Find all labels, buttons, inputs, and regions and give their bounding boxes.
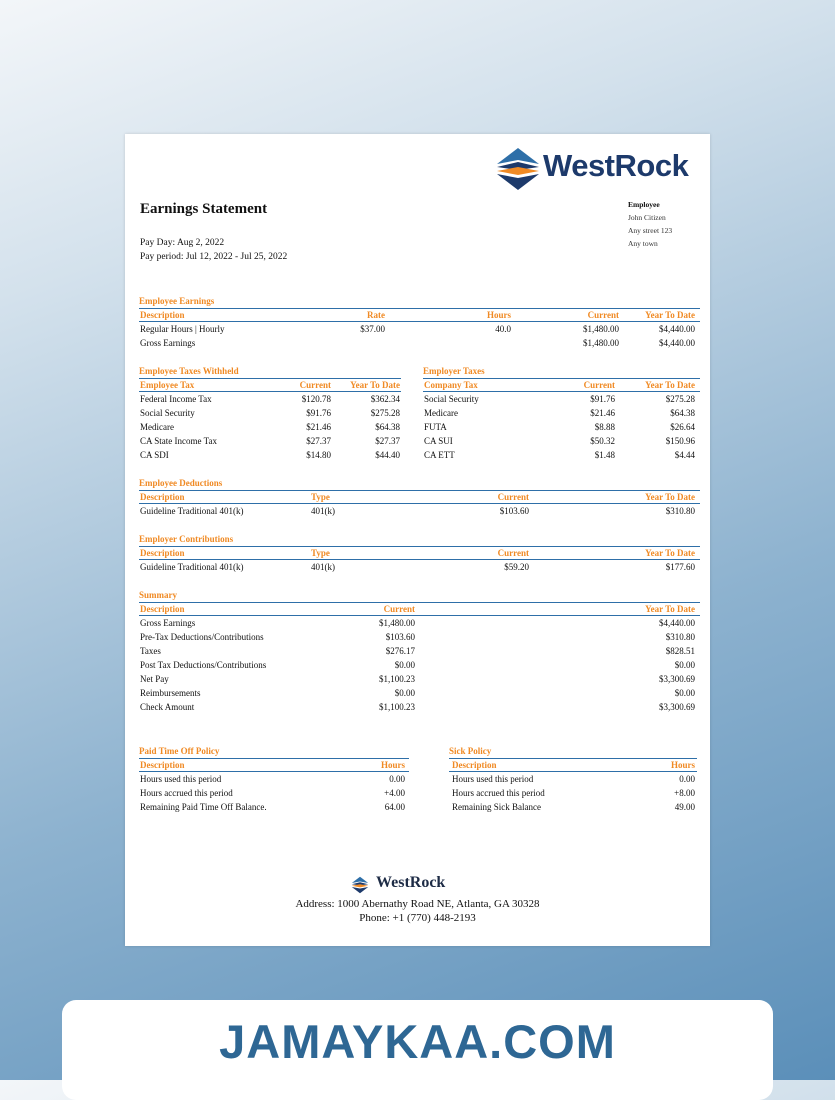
cell-ytd: $4,440.00 bbox=[659, 324, 695, 334]
cell-current: $103.60 bbox=[499, 506, 529, 516]
column-header: Hours bbox=[670, 760, 695, 770]
table-header bbox=[139, 378, 401, 392]
table-header bbox=[139, 308, 700, 322]
employee-town: Any town bbox=[628, 239, 658, 248]
employee-street: Any street 123 bbox=[628, 226, 673, 235]
table-row bbox=[139, 786, 409, 800]
table-header bbox=[139, 758, 409, 772]
table-header bbox=[449, 758, 697, 772]
cell-current: $1,480.00 bbox=[583, 324, 619, 334]
cell-hours: +4.00 bbox=[384, 788, 405, 798]
table-row bbox=[139, 616, 700, 630]
column-header: Description bbox=[140, 548, 185, 558]
table-row bbox=[423, 420, 700, 434]
section-title: Summary bbox=[139, 590, 177, 600]
table-row bbox=[139, 434, 401, 448]
column-header: Company Tax bbox=[424, 380, 478, 390]
cell-type: 401(k) bbox=[311, 562, 335, 572]
column-header: Current bbox=[587, 310, 619, 320]
table-row bbox=[139, 420, 401, 434]
column-header: Year To Date bbox=[350, 380, 400, 390]
column-header: Year To Date bbox=[645, 548, 695, 558]
cell-hours: 0.00 bbox=[679, 774, 695, 784]
table-row bbox=[139, 560, 700, 574]
table-row bbox=[139, 686, 700, 700]
table-row bbox=[449, 772, 697, 786]
cell-current: $0.00 bbox=[394, 660, 415, 670]
cell-ytd: $275.28 bbox=[370, 408, 400, 418]
company-address: Address: 1000 Abernathy Road NE, Atlanta, GA 30328 bbox=[295, 898, 540, 910]
cell-hours: +8.00 bbox=[674, 788, 695, 798]
cell-description: Guideline Traditional 401(k) bbox=[140, 562, 244, 572]
employee-deductions-section bbox=[139, 478, 700, 518]
cell-hours: 40.0 bbox=[495, 324, 511, 334]
column-header: Hours bbox=[380, 760, 405, 770]
cell-hours: 64.00 bbox=[384, 802, 405, 812]
cell-ytd: $64.38 bbox=[670, 408, 695, 418]
column-header: Description bbox=[140, 310, 185, 320]
westrock-logo-icon bbox=[351, 876, 369, 894]
table-row bbox=[139, 630, 700, 644]
cell-description: Medicare bbox=[140, 422, 174, 432]
column-header: Type bbox=[311, 548, 330, 558]
footer-logo bbox=[351, 874, 491, 896]
footer-wordmark: WestRock bbox=[376, 874, 446, 891]
cell-description: CA State Income Tax bbox=[140, 436, 217, 446]
cell-current: $50.32 bbox=[590, 436, 615, 446]
cell-ytd: $0.00 bbox=[674, 688, 695, 698]
table-row bbox=[139, 336, 700, 350]
cell-description: Remaining Paid Time Off Balance. bbox=[140, 802, 267, 812]
table-row bbox=[449, 786, 697, 800]
westrock-logo bbox=[495, 146, 700, 194]
company-phone: Phone: +1 (770) 448-2193 bbox=[359, 912, 476, 924]
cell-current: $21.46 bbox=[306, 422, 331, 432]
cell-ytd: $64.38 bbox=[375, 422, 400, 432]
cell-description: Hours accrued this period bbox=[140, 788, 233, 798]
cell-hours: 49.00 bbox=[674, 802, 695, 812]
cell-description: Pre-Tax Deductions/Contributions bbox=[140, 632, 264, 642]
section-title: Employee Deductions bbox=[139, 478, 223, 488]
employee-earnings-section bbox=[139, 296, 700, 350]
watermark-banner bbox=[62, 1000, 773, 1100]
cell-current: $14.80 bbox=[306, 450, 331, 460]
table-row bbox=[423, 434, 700, 448]
column-header: Current bbox=[383, 604, 415, 614]
earnings-statement-document bbox=[125, 134, 710, 946]
column-header: Rate bbox=[367, 310, 385, 320]
table-row bbox=[139, 658, 700, 672]
cell-rate: $37.00 bbox=[360, 324, 385, 334]
column-header: Description bbox=[452, 760, 497, 770]
section-title: Employee Earnings bbox=[139, 296, 215, 306]
cell-ytd: $310.80 bbox=[665, 506, 695, 516]
cell-current: $91.76 bbox=[590, 394, 615, 404]
cell-description: Guideline Traditional 401(k) bbox=[140, 506, 244, 516]
cell-current: $103.60 bbox=[385, 632, 415, 642]
cell-ytd: $0.00 bbox=[674, 660, 695, 670]
column-header: Employee Tax bbox=[140, 380, 195, 390]
cell-current: $276.17 bbox=[385, 646, 415, 656]
table-row bbox=[139, 644, 700, 658]
cell-description: Social Security bbox=[140, 408, 195, 418]
table-row bbox=[423, 392, 700, 406]
column-header: Description bbox=[140, 760, 185, 770]
cell-ytd: $275.28 bbox=[665, 394, 695, 404]
summary-section bbox=[139, 590, 700, 714]
cell-description: Medicare bbox=[424, 408, 458, 418]
table-header bbox=[139, 490, 700, 504]
employer-taxes-section bbox=[423, 366, 700, 462]
table-row bbox=[139, 406, 401, 420]
sick-policy-section bbox=[449, 746, 697, 814]
cell-current: $59.20 bbox=[504, 562, 529, 572]
table-row bbox=[139, 322, 700, 336]
cell-type: 401(k) bbox=[311, 506, 335, 516]
cell-ytd: $362.34 bbox=[370, 394, 400, 404]
cell-current: $120.78 bbox=[301, 394, 331, 404]
cell-description: Check Amount bbox=[140, 702, 195, 712]
cell-description: Post Tax Deductions/Contributions bbox=[140, 660, 267, 670]
column-header: Year To Date bbox=[645, 604, 695, 614]
statement-title: Earnings Statement bbox=[140, 201, 268, 217]
section-title: Employer Contributions bbox=[139, 534, 234, 544]
cell-ytd: $3,300.69 bbox=[659, 674, 695, 684]
cell-ytd: $150.96 bbox=[665, 436, 695, 446]
cell-current: $0.00 bbox=[394, 688, 415, 698]
pay-day: Pay Day: Aug 2, 2022 bbox=[140, 238, 225, 248]
table-row bbox=[139, 772, 409, 786]
table-header bbox=[139, 602, 700, 616]
cell-ytd: $44.40 bbox=[375, 450, 400, 460]
employee-heading: Employee bbox=[628, 200, 660, 209]
table-row bbox=[423, 448, 700, 462]
cell-ytd: $310.80 bbox=[665, 632, 695, 642]
column-header: Type bbox=[311, 492, 330, 502]
cell-current: $1,100.23 bbox=[379, 674, 415, 684]
cell-ytd: $828.51 bbox=[665, 646, 695, 656]
cell-description: Federal Income Tax bbox=[140, 394, 212, 404]
cell-current: $21.46 bbox=[590, 408, 615, 418]
cell-ytd: $4,440.00 bbox=[659, 338, 695, 348]
logo-wordmark: WestRock bbox=[543, 148, 689, 183]
table-row bbox=[423, 406, 700, 420]
cell-current: $1,480.00 bbox=[379, 618, 415, 628]
column-header: Hours bbox=[486, 310, 511, 320]
column-header: Current bbox=[497, 548, 529, 558]
section-title: Paid Time Off Policy bbox=[139, 746, 220, 756]
table-row bbox=[139, 392, 401, 406]
table-row bbox=[139, 672, 700, 686]
table-header bbox=[139, 546, 700, 560]
taxes-withheld-section bbox=[139, 366, 401, 462]
employer-contributions-section bbox=[139, 534, 700, 574]
cell-description: Net Pay bbox=[140, 674, 169, 684]
cell-description: CA ETT bbox=[424, 450, 455, 460]
section-title: Employer Taxes bbox=[423, 366, 485, 376]
cell-description: Hours used this period bbox=[140, 774, 222, 784]
cell-description: FUTA bbox=[424, 422, 447, 432]
cell-current: $27.37 bbox=[306, 436, 331, 446]
cell-description: Regular Hours | Hourly bbox=[140, 324, 225, 334]
cell-description: Gross Earnings bbox=[140, 618, 196, 628]
cell-ytd: $27.37 bbox=[375, 436, 400, 446]
cell-description: CA SDI bbox=[140, 450, 169, 460]
column-header: Description bbox=[140, 604, 185, 614]
column-header: Year To Date bbox=[645, 492, 695, 502]
cell-description: CA SUI bbox=[424, 436, 453, 446]
cell-current: $91.76 bbox=[306, 408, 331, 418]
cell-current: $1.48 bbox=[594, 450, 615, 460]
westrock-logo-icon bbox=[495, 146, 541, 192]
employee-name: John Citizen bbox=[628, 213, 666, 222]
section-title: Sick Policy bbox=[449, 746, 492, 756]
cell-description: Reimbursements bbox=[140, 688, 201, 698]
cell-description: Gross Earnings bbox=[140, 338, 196, 348]
column-header: Year To Date bbox=[645, 310, 695, 320]
column-header: Current bbox=[583, 380, 615, 390]
column-header: Current bbox=[497, 492, 529, 502]
table-row bbox=[139, 448, 401, 462]
cell-ytd: $4,440.00 bbox=[659, 618, 695, 628]
cell-ytd: $177.60 bbox=[665, 562, 695, 572]
cell-description: Taxes bbox=[140, 646, 161, 656]
column-header: Year To Date bbox=[645, 380, 695, 390]
cell-ytd: $4.44 bbox=[674, 450, 695, 460]
table-row bbox=[139, 800, 409, 814]
cell-current: $1,100.23 bbox=[379, 702, 415, 712]
cell-current: $1,480.00 bbox=[583, 338, 619, 348]
column-header: Current bbox=[299, 380, 331, 390]
cell-description: Remaining Sick Balance bbox=[452, 802, 541, 812]
pay-period: Pay period: Jul 12, 2022 - Jul 25, 2022 bbox=[140, 252, 288, 262]
cell-current: $8.88 bbox=[594, 422, 615, 432]
cell-description: Social Security bbox=[424, 394, 479, 404]
table-row bbox=[449, 800, 697, 814]
watermark-text: JAMAYKAA.COM bbox=[219, 1015, 616, 1068]
pto-policy-section bbox=[139, 746, 409, 814]
cell-ytd: $3,300.69 bbox=[659, 702, 695, 712]
cell-hours: 0.00 bbox=[389, 774, 405, 784]
column-header: Description bbox=[140, 492, 185, 502]
cell-description: Hours accrued this period bbox=[452, 788, 545, 798]
table-row bbox=[139, 700, 700, 714]
cell-description: Hours used this period bbox=[452, 774, 534, 784]
cell-ytd: $26.64 bbox=[670, 422, 695, 432]
table-row bbox=[139, 504, 700, 518]
table-header bbox=[423, 378, 700, 392]
section-title: Employee Taxes Withheld bbox=[139, 366, 239, 376]
